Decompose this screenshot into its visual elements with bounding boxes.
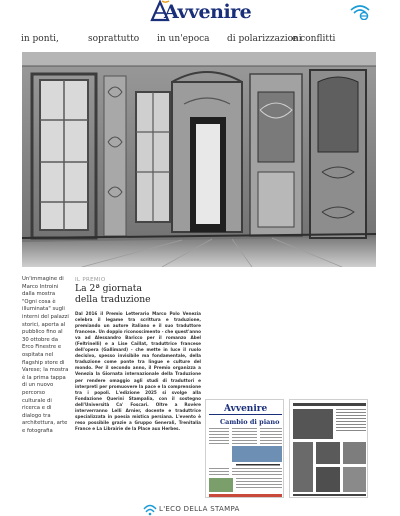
- title-line: della traduzione: [75, 293, 151, 305]
- inner-page-thumbnail[interactable]: [289, 399, 368, 498]
- article-photo: [22, 52, 376, 267]
- thumb-headline: Cambio di piano: [220, 418, 280, 426]
- masthead-title: Avvenire: [164, 1, 252, 23]
- footer-eco-della-stampa: [143, 503, 263, 516]
- inner-page-preview: [290, 400, 368, 498]
- title-line: La 2ª giornata: [75, 283, 142, 294]
- eco-waves-icon: [143, 503, 157, 516]
- eco-della-stampa-logo-icon: [349, 4, 371, 20]
- headline-fragment: di polarizzazioni: [227, 34, 302, 44]
- headline-fragment: in ponti,: [21, 34, 59, 44]
- front-page-thumbnail[interactable]: [205, 399, 284, 498]
- mirrored-baroque-room-photo: [22, 52, 376, 267]
- headline-fragment: e conflitti: [292, 34, 336, 44]
- front-page-preview: [206, 400, 284, 498]
- article-kicker: IL PREMIO: [75, 277, 106, 283]
- headline-fragment: soprattutto: [88, 34, 140, 44]
- footer-label: L'ECO DELLA STAMPA: [159, 505, 240, 513]
- article-body: [75, 311, 201, 432]
- headline-strip: [0, 34, 400, 46]
- photo-caption: Un'immagine di Marco Introini dalla mostra "Ogni cosa è illuminata" sugli interni del palazzi storici, aperta al pubblico fino al 30 ottobre da Erco Finestre e ospitata nel flagship store di Varese; la mostra è la prima tappa di un nuovo percorso culturale di ricerca e di dialogo tra architettura, arte e fotografia: [22, 276, 69, 434]
- article-title: [75, 284, 205, 305]
- thumb-masthead: Avvenire: [224, 404, 268, 414]
- masthead-logo: [150, 1, 252, 23]
- headline-fragment: in un'epoca: [157, 34, 210, 44]
- body-paragraph: Dal 2016 il Premio Letterario Marco Polo Venezia celebra il legame tra scrittura e traduzione, premiando un autore italiano e il suo traduttore francese. Un doppio riconoscimento - che quest'anno va ad Alessandro Baricco per il romanzo Abel (Feltrinelli) e a Lise Caillat, traduttrice francese dell'opera (Gallimard) - che mette in luce il ruolo decisivo, spesso invisibile ma fondamentale, della traduzione come ponte tra lingue e culture del mondo. Per il secondo anno, il Premio organizza a Venezia la Giornata internazionale della Traduzione per rendere omaggio agli studi di traduttori e interpreti per promuovere la pace e la comprensione tra i popoli. L'edizione 2025 si svolge alla Fondazione Querini Stampalia, con il sostegno dell'Università Ca' Foscari. Oltre a Rovère interverranno Lelli Arnier, docente e traduttrice specializzata in poesia mistica persiana. L'evento è reso possibile grazie a Gruppo Generali, Trenitalia France e La Librairie de la Place aux Herbes.: [75, 311, 201, 431]
